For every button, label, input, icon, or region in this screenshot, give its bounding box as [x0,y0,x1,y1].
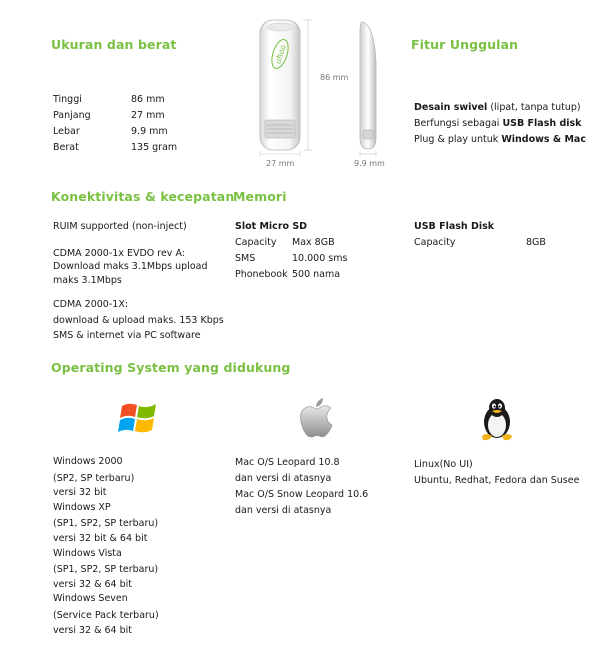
list-item: versi 32 bit [53,487,107,499]
os-heading: Operating System yang didukung [51,360,291,375]
list-item: versi 32 & 64 bit [53,578,133,590]
device-illustration [250,12,400,172]
list-item: Windows Seven [53,593,128,605]
device-side-view [354,22,385,168]
spec-value: 500 nama [292,269,341,280]
table-row [235,268,347,284]
list-item: (SP2, SP terbaru) [53,472,135,484]
table-row [53,93,177,109]
list-item: Ubuntu, Redhat, Fedora dan Susee [414,475,580,486]
spec-label: Panjang [53,110,91,121]
list-item: Mac O/S Leopard 10.8 [235,457,340,468]
depth-label: 9.9 mm [354,159,385,168]
features-heading: Fitur Unggulan [411,37,519,52]
spec-label: Capacity [414,237,456,248]
spec-label: Phonebook [235,269,288,280]
width-dimension [260,151,300,168]
sd-spec-table [235,236,347,284]
linux-os-list [414,457,604,489]
spec-label: Lebar [53,126,80,137]
evdo-line: Download maks 3.1Mbps upload [53,261,208,272]
sd-slot-title: Slot Micro SD [235,221,308,232]
spec-value: 10.000 sms [292,253,348,264]
memory-heading: Memori [233,189,287,204]
table-row [235,252,347,268]
table-row [53,109,177,125]
height-label: 86 mm [320,73,349,82]
spec-value: 27 mm [131,110,165,121]
size-heading: Ukuran dan berat [51,37,177,52]
list-item: Windows 2000 [53,456,123,467]
device-front-view [260,20,300,150]
spec-value: 86 mm [131,94,165,105]
table-row [414,236,546,252]
windows-logo-icon [118,398,160,438]
svg-text:ahaa: ahaa [273,43,288,65]
list-item: Linux(No UI) [414,459,473,470]
feature-item: Plug & play untuk Windows & Mac [414,134,586,145]
spec-value: 8GB [526,237,546,248]
list-item: (SP1, SP2, SP terbaru) [53,564,159,576]
usb-flash-title: USB Flash Disk [414,221,495,232]
list-item: versi 32 bit & 64 bit [53,532,148,544]
apple-logo-icon [298,396,334,440]
spec-value: 135 gram [131,142,178,153]
list-item: Windows Vista [53,547,122,559]
evdo-line: maks 3.1Mbps [53,274,122,286]
spec-label: Tinggi [53,94,82,105]
features-list [414,100,604,148]
cdma-line: download & upload maks. 153 Kbps [53,314,224,326]
width-label: 27 mm [266,159,295,168]
spec-label: SMS [235,253,256,264]
size-spec-table [53,93,177,157]
list-item: Windows XP [53,501,111,513]
list-item: dan versi di atasnya [235,505,332,516]
spec-label: Berat [53,142,79,153]
ruim-text: RUIM supported (non-inject) [53,221,187,232]
cdma-line: SMS & internet via PC software [53,330,201,341]
list-item: (SP1, SP2, SP terbaru) [53,518,159,530]
usb-spec-table [414,236,546,252]
table-row [53,125,177,141]
mac-os-list [235,455,410,519]
list-item: Mac O/S Snow Leopard 10.6 [235,489,369,500]
linux-penguin-icon [477,396,517,442]
spec-value: 9.9 mm [131,126,168,137]
table-row [235,236,347,252]
height-dimension [304,20,349,150]
feature-item: Berfungsi sebagai USB Flash disk [414,118,582,129]
list-item: versi 32 & 64 bit [53,624,133,636]
table-row [53,141,177,157]
evdo-title: CDMA 2000-1x EVDO rev A: [53,247,185,259]
connectivity-text [53,220,233,343]
windows-os-list [53,455,233,638]
list-item: dan versi di atasnya [235,473,332,484]
spec-label: Capacity [235,237,277,248]
spec-value: Max 8GB [292,237,335,248]
feature-item: Desain swivel (lipat, tanpa tutup) [414,102,581,113]
cdma-title: CDMA 2000-1X: [53,299,129,310]
list-item: (Service Pack terbaru) [53,609,159,621]
connectivity-heading: Konektivitas & kecepatan [51,189,235,204]
